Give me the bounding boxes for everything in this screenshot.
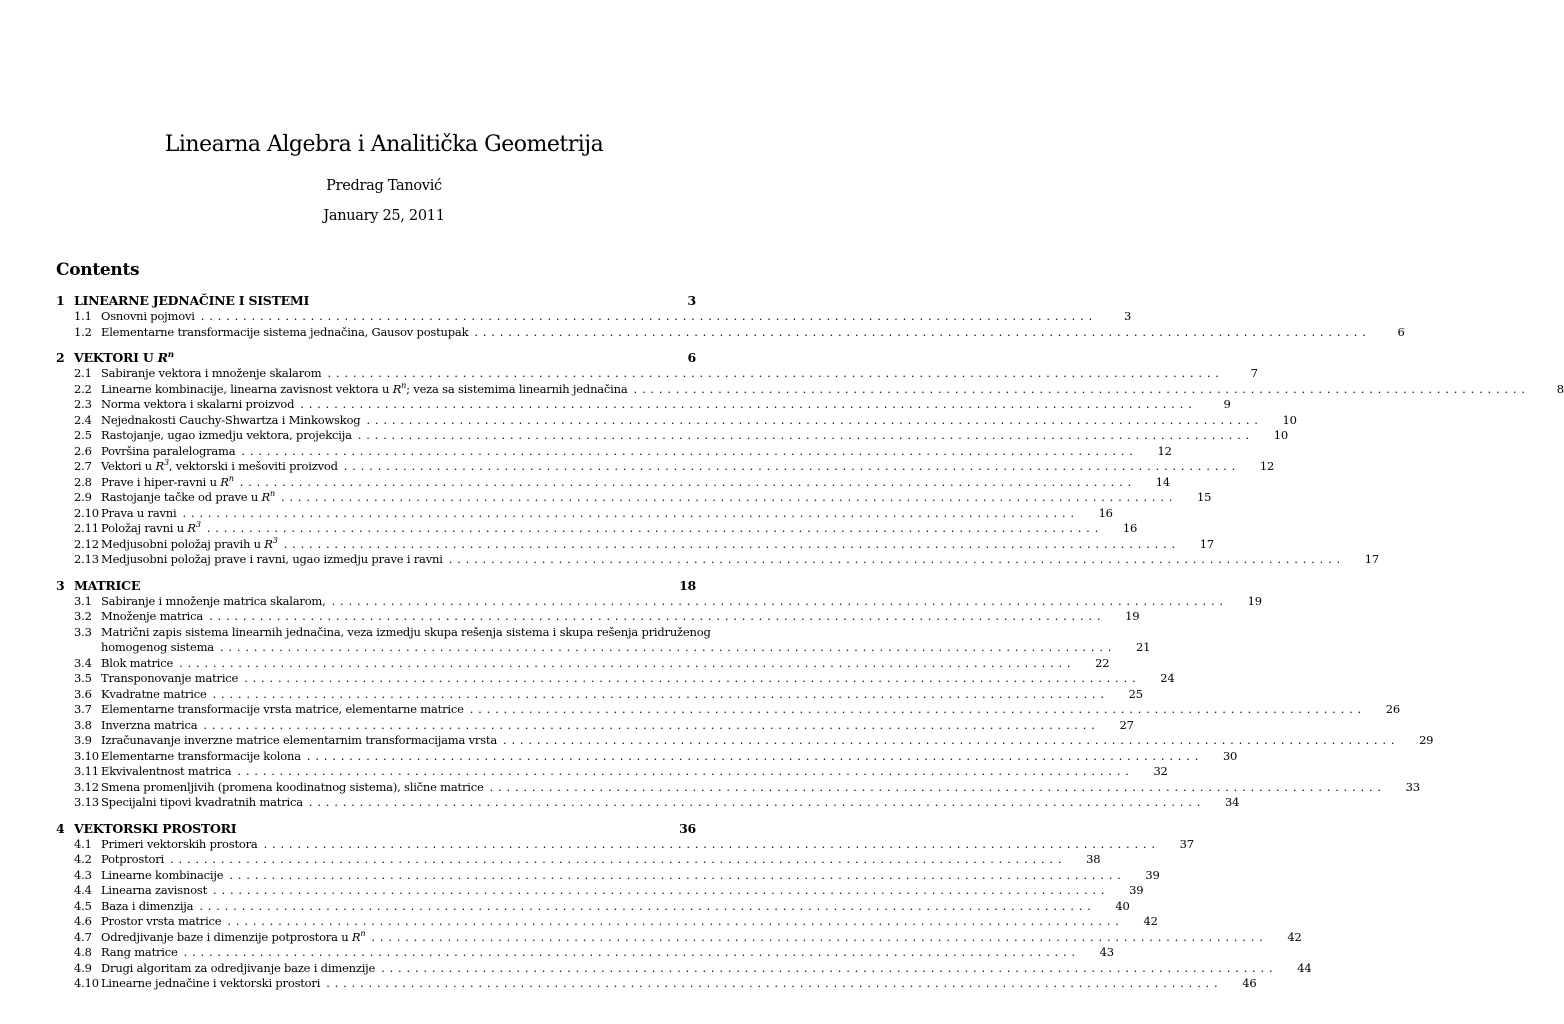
subsection-number: 2.3 [74,397,92,411]
math-variable: R [351,929,361,944]
subsection-page-number: 14 [1155,474,1171,489]
subsection-page-number: 46 [1242,976,1257,990]
toc-entry [56,458,1275,475]
leader-dots: .......................................................................................................... [633,381,1530,396]
math-superscript: n [269,489,275,499]
subsection-page-number: 40 [1115,898,1130,913]
leader-dots: .......................................................................................................... [244,671,1141,685]
leader-dots: .......................................................................................................... [366,412,1263,427]
section-number: 2 [56,350,65,365]
table-of-contents [56,293,1564,992]
subsection-title: Odredjivanje baze i dimenzije potprostora u $R^n$ [101,928,366,944]
leader-dots: .......................................................................................................... [469,702,1366,716]
subsection-page-number: 9 [1223,397,1231,411]
leader-dots: .......................................................................................................... [327,366,1224,380]
subsection-number: 2.13 [74,552,99,566]
leader-dots: .......................................................................................................... [241,443,1138,458]
subsection-title: Matrični zapis sistema linearnih jednačina, veza izmedju skupa rešenja sistema i skupa rešenja pridruženog [101,624,711,639]
subsection-title: Linearne jednačine i vektorski prostori [101,976,321,990]
subsection-title: Sabiranje vektora i množenje skalarom [101,366,322,380]
toc-entry [56,624,711,641]
leader-dots: .......................................................................................................... [343,459,1241,473]
subsection-page-number: 42 [1287,929,1302,944]
subsection-title: Izračunavanje inverzne matrice elementarnim transformacijama vrsta [101,733,497,747]
section-title: VEKTORSKI PROSTORI [74,820,237,836]
math-superscript: 3 [163,458,169,468]
subsection-title: Prave i hiper-ravni u $R^n$ [101,473,234,489]
subsection-number: 3.9 [74,733,92,747]
subsection-title: Blok matrice [101,655,174,670]
subsection-number: 2.10 [74,505,99,520]
leader-dots: .......................................................................................................... [212,686,1109,701]
leader-dots: .......................................................................................................... [503,733,1400,747]
toc-entry [56,366,1258,382]
subsection-number: 4.5 [74,898,92,913]
leader-dots: .......................................................................................................... [219,640,1117,654]
section-page-number: 36 [679,820,696,836]
subsection-number: 2.6 [74,443,92,458]
subsection-page-number: 34 [1224,795,1240,809]
subsection-page-number: 17 [1199,536,1214,551]
leader-dots: .......................................................................................................... [331,593,1228,608]
toc-section [56,820,1312,992]
subsection-page-number: 3 [1123,309,1132,323]
subsection-title: Kvadratne matrice [101,686,207,701]
subsection-page-number: 26 [1385,702,1400,716]
subsection-number: 4.7 [74,929,92,944]
subsection-number: 3.8 [74,717,92,732]
subsection-title: Osnovni pojmovi [101,309,195,323]
subsection-number: 1.2 [74,324,92,339]
leader-dots: .......................................................................................................... [474,324,1371,339]
subsection-page-number: 43 [1099,945,1114,959]
toc-entry [56,883,1144,899]
subsection-number: 2.1 [74,366,92,380]
section-title: VEKTORI U $R^n$ [74,349,174,365]
toc-section-heading [56,578,696,594]
toc-section [56,577,1434,811]
subsection-title: Smena promenljivih (promena koodinatnog sistema), slične matrice [101,779,484,794]
subsection-page-number: 12 [1259,459,1275,473]
subsection-title: Linearna zavisnost [101,883,208,897]
leader-dots: .......................................................................................................... [448,552,1345,566]
subsection-title: Prava u ravni [101,505,177,520]
subsection-title: Linearne kombinacije [101,867,224,882]
subsection-title: Potprostori [101,852,165,866]
toc-entry [56,593,1262,610]
subsection-page-number: 33 [1405,779,1420,794]
toc-entry [56,748,1238,765]
leader-dots: .......................................................................................................... [229,867,1126,882]
leader-dots: .......................................................................................................... [200,309,1098,323]
toc-entry [56,914,1158,930]
leader-dots: .......................................................................................................... [381,960,1278,975]
toc-entry [56,489,1212,506]
subsection-number: 4.6 [74,914,92,928]
section-number: 1 [56,293,65,308]
toc-entry [56,852,1101,868]
leader-dots: .......................................................................................................... [199,898,1096,913]
toc-section-heading [56,350,696,366]
toc-entry [56,960,1312,977]
leader-dots: .......................................................................................................... [237,764,1134,778]
math-variable: R [220,474,229,489]
subsection-number: 3.12 [74,779,99,794]
subsection-page-number: 16 [1122,521,1138,535]
leader-dots: .......................................................................................................... [206,521,1104,535]
leader-dots: .......................................................................................................... [280,490,1178,504]
subsection-number: 4.10 [74,976,99,990]
subsection-page-number: 37 [1179,836,1194,851]
subsection-page-number: 10 [1282,412,1297,427]
toc-entry [56,686,1143,703]
leader-dots: .......................................................................................................... [308,795,1206,809]
subsection-title: Rang matrice [101,945,178,959]
subsection-page-number: 6 [1397,324,1405,339]
leader-dots: .......................................................................................................... [283,536,1180,551]
toc-entry [56,473,1171,491]
subsection-title: Specijalni tipovi kvadratnih matrica [101,795,303,809]
subsection-number: 2.5 [74,428,92,442]
toc-entry [56,609,1140,625]
toc-entry [56,428,1289,444]
section-number: 4 [56,820,65,836]
toc-section [56,349,1564,568]
subsection-number: 1.1 [74,309,92,323]
section-title: LINEARNE JEDNAČINE I SISTEMI [74,293,310,308]
subsection-number: 4.4 [74,883,92,897]
subsection-number: 3.2 [74,609,92,623]
subsection-title: Površina paralelograma [101,443,236,458]
subsection-page-number: 19 [1125,609,1140,623]
subsection-number: 2.4 [74,412,92,427]
section-page-number: 18 [679,577,696,593]
subsection-title: Rastojanje tačke od prave u $R^n$ [101,489,275,504]
subsection-number: 3.6 [74,686,92,701]
subsection-number: 4.2 [74,852,92,866]
subsection-title: Drugi algoritam za odredjivanje baze i dimenzije [101,960,376,975]
subsection-number: 2.8 [74,474,92,489]
subsection-title: Primeri vektorskih prostora [101,836,258,851]
leader-dots: .......................................................................................................... [357,428,1255,442]
math-superscript: n [228,473,234,483]
math-variable: R [155,459,164,473]
toc-entry [56,324,1405,341]
subsection-title: Množenje matrica [101,609,204,623]
leader-dots: .......................................................................................................... [300,397,1197,411]
subsection-number: 2.2 [74,381,92,396]
subsection-number: 3.13 [74,795,99,809]
math-variable: R [261,490,270,504]
math-superscript: n [360,928,366,938]
subsection-number: 2.9 [74,490,92,504]
subsection-page-number: 32 [1153,764,1168,778]
leader-dots: .......................................................................................................... [263,836,1160,851]
subsection-page-number: 8 [1556,381,1564,396]
leader-dots: .......................................................................................................... [306,748,1204,763]
toc-entry [56,655,1110,672]
toc-entry [56,702,1400,718]
section-title: MATRICE [74,577,141,593]
toc-entry [56,945,1114,961]
subsection-number: 3.3 [74,624,92,639]
subsection-page-number: 29 [1419,733,1434,747]
toc-entry [56,412,1297,429]
subsection-page-number: 22 [1095,655,1110,670]
subsection-title: Ekvivalentnost matrica [101,764,232,778]
math-variable: R [157,350,168,365]
subsection-page-number: 39 [1129,883,1144,897]
toc-entry [56,520,1138,537]
subsection-number: 2.7 [74,459,92,473]
math-superscript: n [167,349,174,360]
toc-section-heading [56,821,696,837]
subsection-page-number: 44 [1297,960,1312,975]
subsection-page-number: 25 [1128,686,1143,701]
toc-entry [56,640,1151,656]
subsection-title: Elementarne transformacije sistema jednačina, Gausov postupak [101,324,469,339]
subsection-page-number: 10 [1273,428,1289,442]
subsection-page-number: 17 [1364,552,1379,566]
subsection-page-number: 16 [1098,505,1113,520]
toc-entry [56,867,1160,884]
section-page-number: 6 [687,350,696,365]
subsection-page-number: 7 [1250,366,1258,380]
subsection-number: 4.8 [74,945,92,959]
subsection-title: Transponovanje matrice [101,671,239,685]
subsection-number: 2.11 [74,521,99,535]
toc-entry [56,671,1175,687]
section-number: 3 [56,577,65,593]
toc-entry [56,397,1231,413]
subsection-title: Sabiranje i množenje matrica skalarom, [101,593,326,608]
toc-entry [56,505,1113,522]
math-variable: R [264,536,273,551]
subsection-page-number: 27 [1119,717,1134,732]
toc-entry [56,733,1434,749]
subsection-page-number: 15 [1197,490,1212,504]
leader-dots: .......................................................................................................... [170,852,1067,866]
subsection-number: 4.3 [74,867,92,882]
toc-entry [56,795,1240,811]
author-name: Predrag Tanović [326,178,442,194]
subsection-title: Elementarne transformacije kolona [101,748,301,763]
math-superscript: n [401,380,407,390]
leader-dots: .......................................................................................................... [179,655,1076,670]
subsection-title: Norma vektora i skalarni proizvod [101,397,295,411]
subsection-title: Prostor vrsta matrice [101,914,222,928]
leader-dots: .......................................................................................................... [227,914,1124,928]
subsection-title: Nejednakosti Cauchy-Shwartza i Minkowskog [101,412,361,427]
subsection-page-number: 21 [1136,640,1151,654]
toc-entry [56,717,1134,734]
subsection-title: Medjusobni položaj pravih u $R^3$ [101,535,278,551]
toc-entry [56,779,1420,796]
leader-dots: .......................................................................................................... [371,929,1268,944]
subsection-number: 3.5 [74,671,92,685]
subsection-title: Elementarne transformacije vrsta matrice, elementarne matrice [101,702,464,716]
subsection-page-number: 19 [1247,593,1262,608]
subsection-page-number: 38 [1086,852,1101,866]
document-title: Linearna Algebra i Analitička Geometrija [164,132,604,157]
contents-heading: Contents [56,260,140,280]
subsection-title: Vektori u $R^3$, vektorski i mešoviti proizvod [101,458,338,473]
subsection-page-number: 42 [1143,914,1158,928]
leader-dots: .......................................................................................................... [239,474,1137,489]
math-superscript: 3 [272,535,278,545]
subsection-title: Rastojanje, ugao izmedju vektora, projekcija [101,428,352,442]
leader-dots: .......................................................................................................... [213,883,1110,897]
leader-dots: .......................................................................................................... [182,505,1079,520]
toc-entry [56,380,1564,398]
leader-dots: .......................................................................................................... [203,717,1100,732]
math-variable: R [187,521,196,535]
toc-entry [56,552,1379,568]
toc-entry [56,836,1194,853]
subsection-number: 4.1 [74,836,92,851]
subsection-title: Baza i dimenzija [101,898,194,913]
subsection-title: Položaj ravni u $R^3$ [101,520,201,535]
subsection-number: 3.11 [74,764,99,778]
subsection-number: 4.9 [74,960,92,975]
leader-dots: .......................................................................................................... [326,976,1223,990]
subsection-number: 3.4 [74,655,92,670]
toc-entry [56,928,1302,946]
subsection-number: 3.1 [74,593,92,608]
toc-entry [56,535,1214,553]
document-date: January 25, 2011 [323,208,445,224]
math-variable: R [392,381,402,396]
toc-entry [56,764,1168,780]
section-page-number: 3 [687,293,696,308]
subsection-page-number: 39 [1145,867,1160,882]
toc-entry [56,443,1172,460]
subsection-number: 2.12 [74,536,99,551]
toc-entry [56,976,1257,992]
math-superscript: 3 [195,520,201,530]
subsection-page-number: 30 [1222,748,1238,763]
leader-dots: .......................................................................................................... [183,945,1080,959]
toc-entry [56,309,1132,325]
subsection-page-number: 12 [1157,443,1172,458]
subsection-title: homogenog sistema [101,640,214,654]
leader-dots: .......................................................................................................... [489,779,1386,794]
subsection-number: 3.10 [74,748,99,763]
subsection-title: Inverzna matrica [101,717,198,732]
toc-section-heading [56,293,696,309]
subsection-page-number: 24 [1160,671,1175,685]
leader-dots: .......................................................................................................... [209,609,1106,623]
subsection-number: 3.7 [74,702,92,716]
toc-section [56,293,1405,340]
subsection-title: Medjusobni položaj prave i ravni, ugao izmedju prave i ravni [101,552,443,566]
toc-entry [56,898,1130,915]
subsection-title: Linearne kombinacije, linearna zavisnost vektora u $R^n$; veza sa sistemima linearnih jednačina [101,380,628,396]
